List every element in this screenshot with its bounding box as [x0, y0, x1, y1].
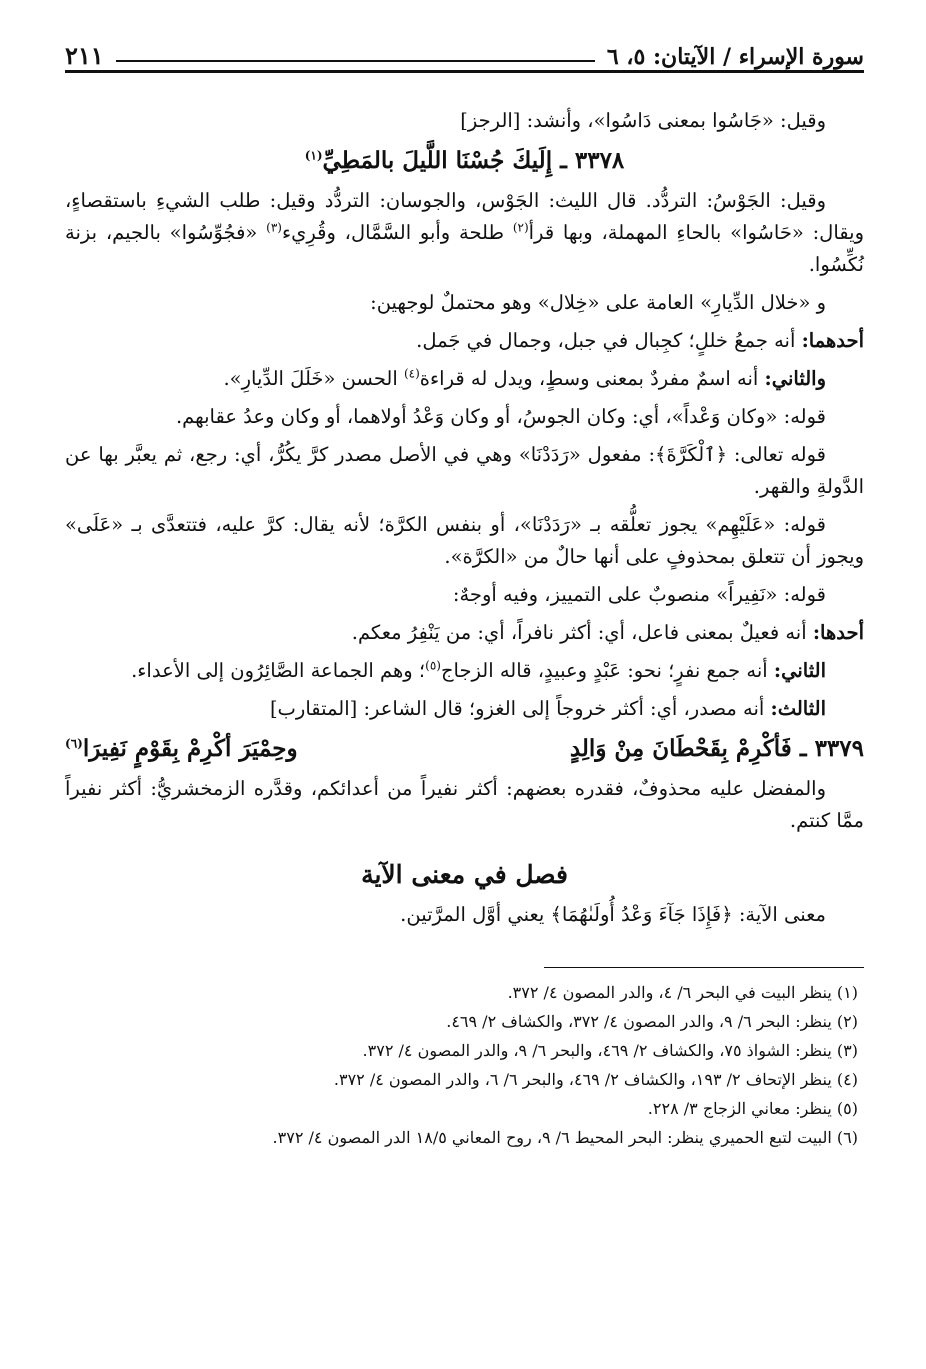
- lead-word: الثالث:: [770, 697, 826, 720]
- paragraph: قوله: «وكان وَعْداً»، أي: وكان الجوسُ، أو وكان وَعْدُ أولاهما، أو وكان وعدُ عقابهم.: [175, 405, 826, 428]
- verse-second-hemistich: [65, 731, 298, 767]
- paragraph: وقيل: «جَاسُوا بمعنى دَاسُوا»، وأنشد: [الرجز]: [460, 109, 826, 132]
- header-rule: [116, 60, 595, 62]
- paragraph-text: أنه مصدر، أي: أكثر خروجاً إلى الغزو؛ قال الشاعر: [المتقارب]: [269, 697, 771, 720]
- footnote-ref: (١): [304, 148, 323, 163]
- footnote: (١) ينظر البيت في البحر ٦/ ٤، والدر المصون ٤/ ٣٧٢.: [507, 983, 858, 1002]
- paragraph: و «خلال الدِّيارِ» العامة على «خِلال» وهو محتملٌ لوجهين:: [370, 291, 826, 314]
- paragraph: والمفضل عليه محذوفٌ، فقدره بعضهم: أكثر نفيراً من أعدائكم، وقدَّره الزمخشريُّ: أكثر نفيراً ممَّا كنتم.: [65, 777, 864, 832]
- paragraph-text: أنه فعيلٌ بمعنى فاعل، أي: أكثر نافراً، أي: من يَنْفِرُ معكم.: [351, 621, 813, 644]
- verse-text: وحِمْيَرَ أكْرِمْ بِقَوْمٍ نَفِيرَا: [82, 735, 298, 762]
- footnote-ref: (٤): [403, 366, 420, 381]
- verse-number: ٣٣٧٨ ـ: [560, 147, 625, 174]
- verse-text: فَأكْرِمْ بِقَحْطَانَ مِنْ وَالِدٍ: [569, 735, 792, 762]
- footnote-ref: (٦): [65, 736, 83, 751]
- footnote: (٥) ينظر: معاني الزجاج ٣/ ٢٢٨.: [647, 1099, 858, 1118]
- footnote-separator: [544, 967, 864, 968]
- poetry-verse-3378: [65, 143, 864, 179]
- footnotes: [65, 978, 864, 1152]
- lead-word: أحدهما:: [801, 329, 864, 352]
- footnote: (٤) ينظر الإتحاف ٢/ ١٩٣، والكشاف ٢/ ٤٦٩، والبحر ٦/ ٦، والدر المصون ٤/ ٣٧٢.: [333, 1070, 858, 1089]
- paragraph: [65, 363, 864, 395]
- paragraph: [65, 693, 864, 725]
- paragraph-text: الحسن «خَلَلَ الدِّيارِ».: [223, 367, 404, 390]
- lead-word: الثاني:: [773, 659, 826, 682]
- paragraph: قوله: «نَفِيراً» منصوبٌ على التمييز، وفيه أوجهٌ:: [452, 583, 826, 606]
- paragraph: معنى الآية: ﴿فَإِذَا جَآءَ وَعْدُ أُولَىٰهُمَا﴾ يعني أوَّل المرَّتين.: [400, 903, 826, 926]
- lead-word: أحدها:: [812, 621, 864, 644]
- verse-first-hemistich: [570, 731, 864, 767]
- footnote-ref: (٢): [512, 220, 529, 235]
- section-heading: فصل في معنى الآية: [361, 860, 568, 889]
- paragraph-text: طلحة وأبو السَّمَّال، وقُرِيء: [281, 221, 513, 244]
- footnote: (٢) ينظر: البحر ٦/ ٩، والدر المصون ٤/ ٣٧٢، والكشاف ٢/ ٤٦٩.: [446, 1012, 858, 1031]
- verse-number: ٣٣٧٩ ـ: [799, 735, 864, 762]
- footnote: (٣) ينظر: الشواذ ٧٥، والكشاف ٢/ ٤٦٩، والبحر ٦/ ٩، والدر المصون ٤/ ٣٧٢.: [362, 1041, 858, 1060]
- paragraph: [65, 185, 864, 281]
- paragraph-text: أنه جمعُ خللٍ؛ كجِبال في جبل، وجمال في جَمل.: [416, 329, 802, 352]
- paragraph: [65, 325, 864, 357]
- footnote: (٦) البيت لتبع الحميري ينظر: البحر المحيط ٦/ ٩، روح المعاني ١٨/٥ الدر المصون ٤/ ٣٧٢.: [272, 1128, 858, 1147]
- surah-title: سورة الإسراء / الآيتان: ٥، ٦: [606, 44, 864, 70]
- lead-word: والثاني:: [764, 367, 826, 390]
- footnote-ref: (٣): [266, 220, 282, 235]
- paragraph: [65, 655, 864, 687]
- poetry-verse-3379: [65, 731, 864, 767]
- paragraph-text: «فجُوِّسُوا» بالجيم، بزنة نُكِّسُوا.: [65, 221, 864, 276]
- page-number: ٢١١: [65, 41, 104, 70]
- paragraph: قوله تعالى: ﴿ٱلْكَرَّةَ﴾: مفعول «رَدَدْنَا» وهي في الأصل مصدر كرَّ يكُرُّ، أي: رجع، ثم يعبَّر بها عن الدَّولةِ والقهر.: [65, 443, 864, 498]
- paragraph-text: وقيل: الجَوْسُ: التردُّد. قال الليث: الجَوْس، والجوسان: التردُّد وقيل: طلب الشيءِ باستقصاءٍ، ويقال: «حَاسُوا» بالحاءِ المهملة، وبها قرأ: [65, 189, 864, 244]
- paragraph: [65, 617, 864, 649]
- footnote-ref: (٥): [425, 658, 441, 673]
- main-text: [65, 105, 864, 931]
- paragraph-text: أنه جمع نفرٍ؛ نحو: عَبْدٍ وعبيدٍ، قاله الزجاج: [440, 659, 774, 682]
- verse-text: إِلَيكَ جُسْنَا اللَّيلَ بالمَطِيِّ: [322, 147, 553, 174]
- paragraph-text: ؛ وهم الجماعة الصَّائِرُون إلى الأعداء.: [131, 659, 426, 682]
- paragraph-text: أنه اسمٌ مفردٌ بمعنى وسطٍ، ويدل له قراءة: [419, 367, 765, 390]
- paragraph: قوله: «عَلَيْهِم» يجوز تعلُّقه بـ «رَدَدْنَا»، أو بنفس الكرَّة؛ لأنه يقال: كرَّ عليه، فتتعدَّى بـ «عَلَى» ويجوز أن تتعلق بمحذوفٍ على أنها حالٌ من «الكرَّة».: [65, 513, 864, 568]
- running-header: [65, 30, 864, 73]
